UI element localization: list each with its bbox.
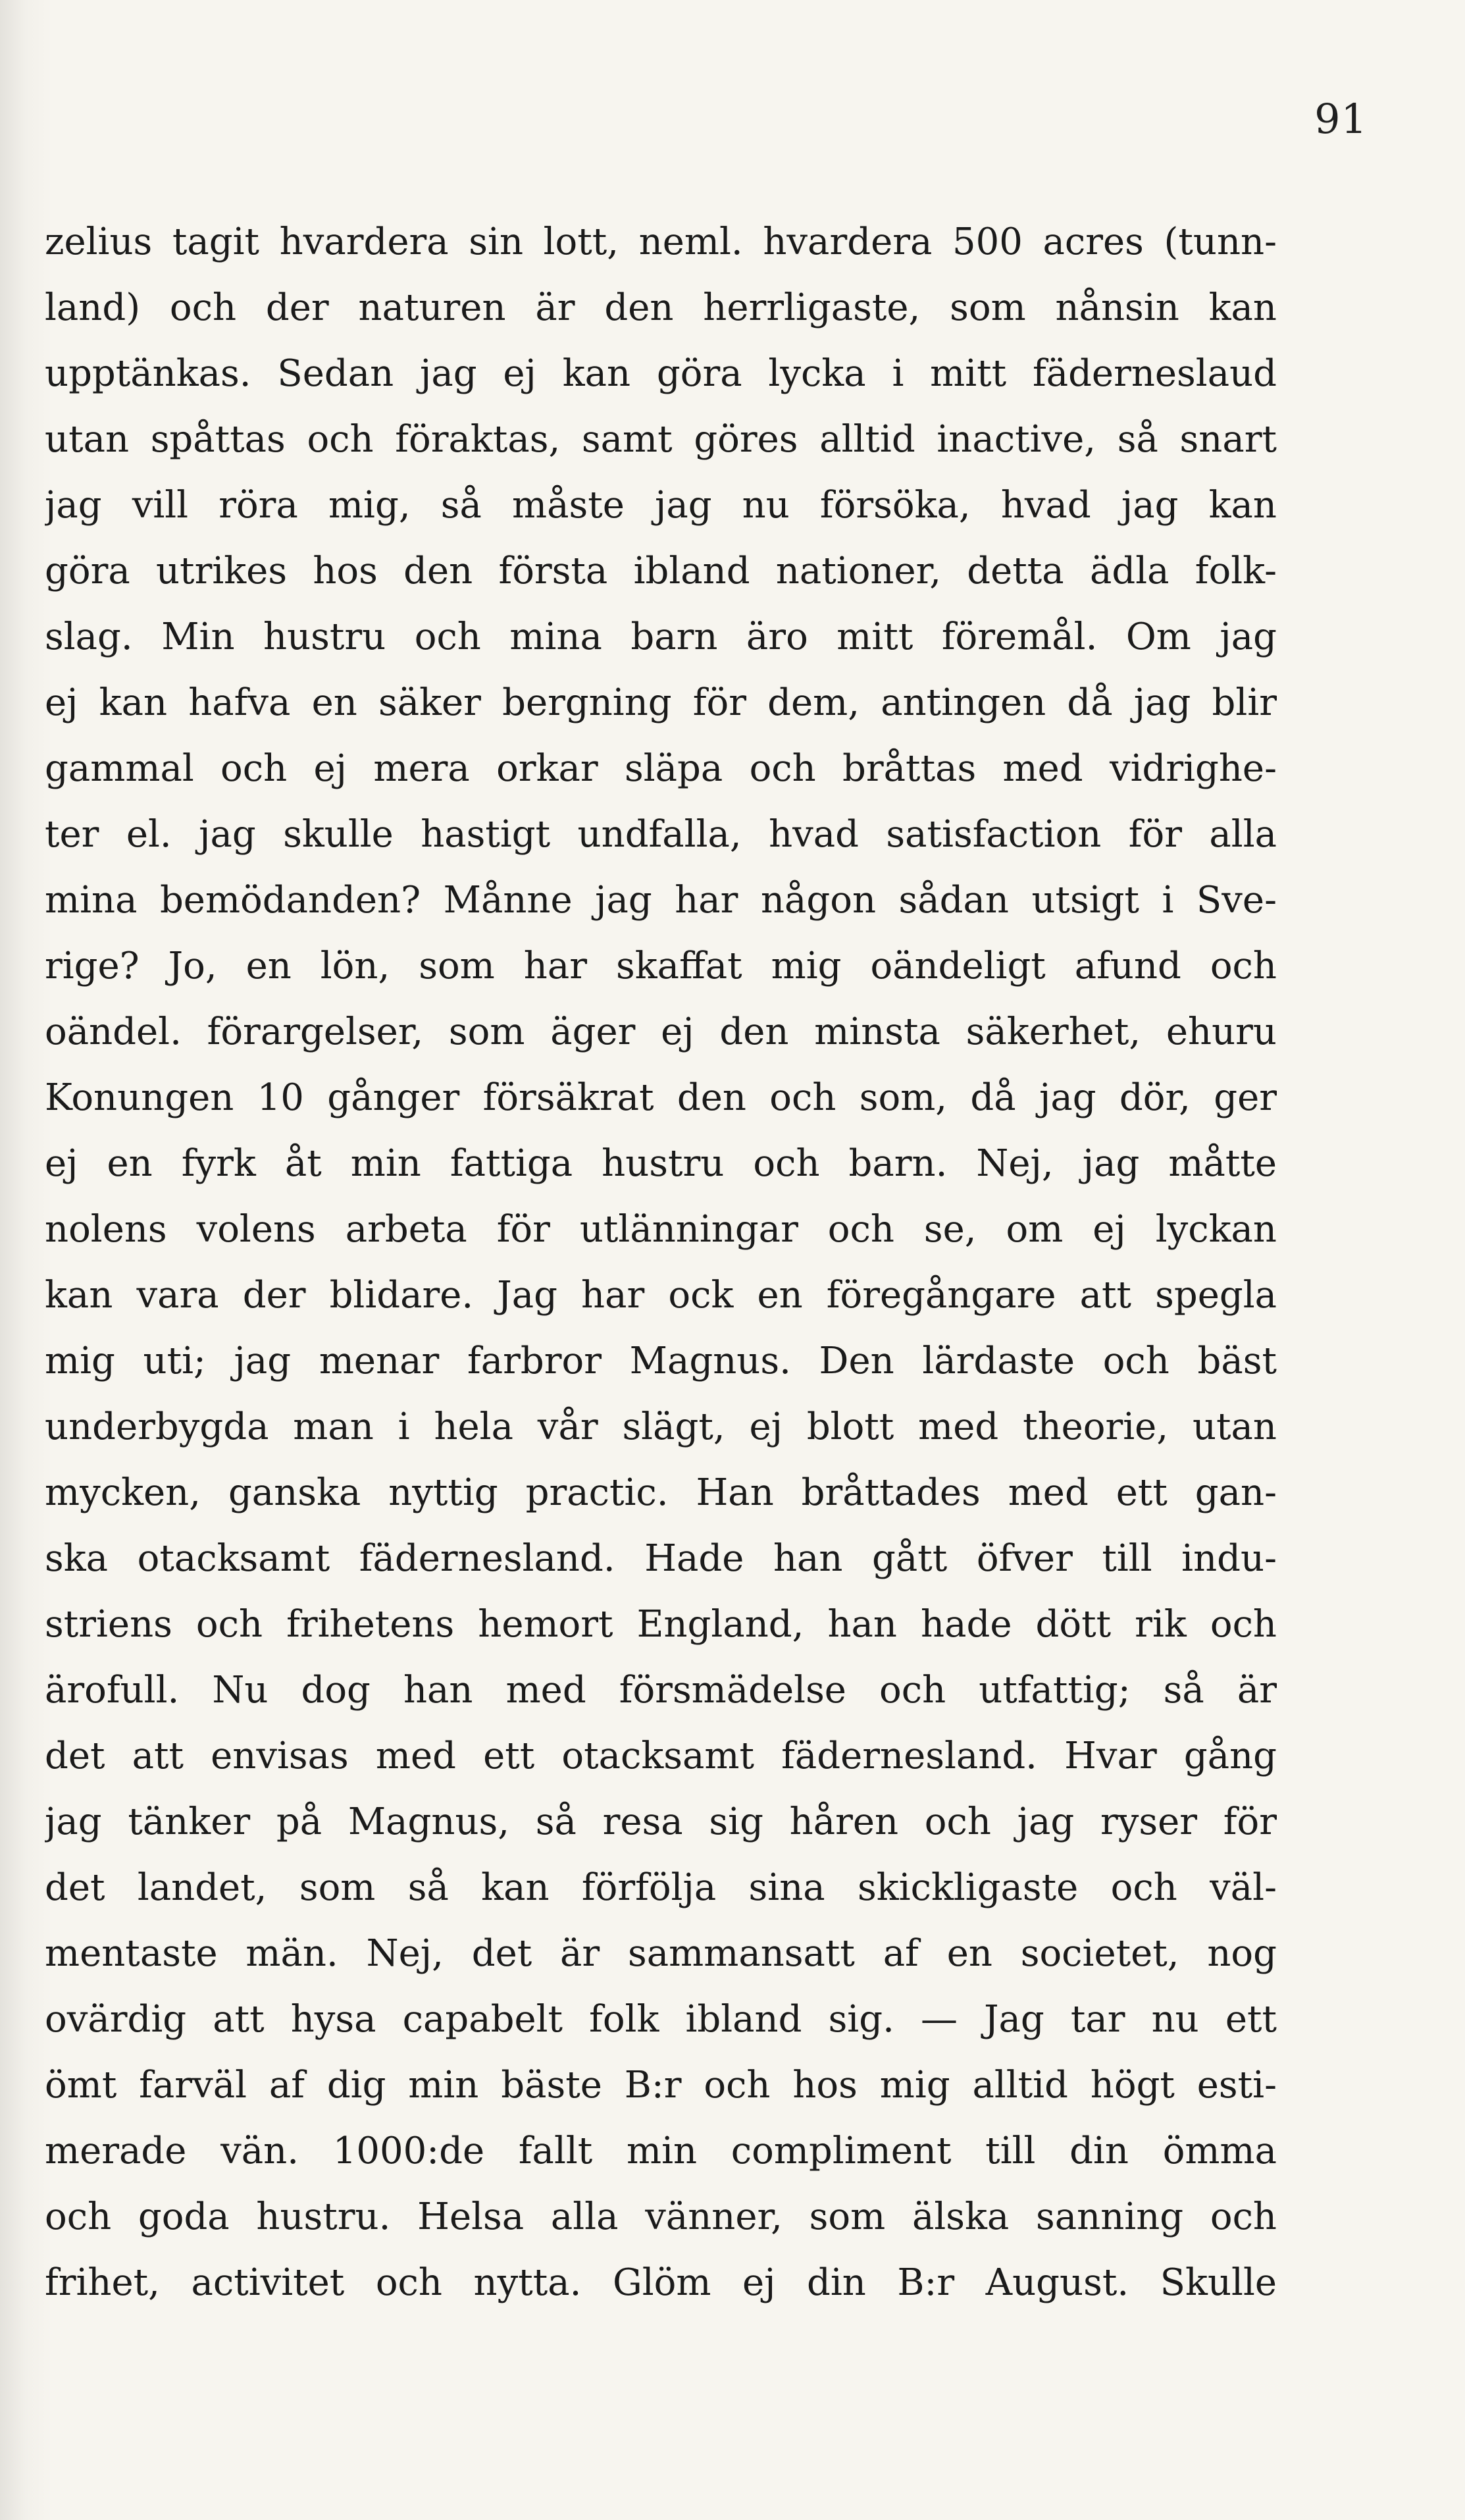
- text-line: ärofull. Nu dog han med försmädelse och utfattig; så är: [45, 1669, 1277, 1712]
- text-line: frihet, activitet och nytta. Glöm ej din B:r August. Skulle: [45, 2261, 1277, 2304]
- text-line: ej en fyrk åt min fattiga hustru och barn. Nej, jag måtte: [45, 1142, 1277, 1185]
- text-line: kan vara der blidare. Jag har ock en föregångare att spegla: [45, 1274, 1277, 1317]
- text-line: slag. Min hustru och mina barn äro mitt föremål. Om jag: [45, 616, 1277, 658]
- text-line: mig uti; jag menar farbror Magnus. Den lärdaste och bäst: [45, 1340, 1277, 1382]
- text-line: det landet, som så kan förfölja sina skickligaste och väl-: [45, 1866, 1277, 1909]
- text-line: och goda hustru. Helsa alla vänner, som älska sanning och: [45, 2195, 1277, 2238]
- text-line: Konungen 10 gånger försäkrat den och som, då jag dör, ger: [45, 1076, 1277, 1119]
- text-line: zelius tagit hvardera sin lott, neml. hvardera 500 acres (tunn-: [45, 221, 1277, 263]
- page-number: 91: [1314, 95, 1368, 143]
- text-line: striens och frihetens hemort England, han hade dött rik och: [45, 1603, 1277, 1646]
- text-line: gammal och ej mera orkar släpa och bråttas med vidrighe-: [45, 747, 1277, 790]
- text-line: ter el. jag skulle hastigt undfalla, hvad satisfaction för alla: [45, 813, 1277, 856]
- text-line: mina bemödanden? Månne jag har någon sådan utsigt i Sve-: [45, 879, 1277, 922]
- text-line: ovärdig att hysa capabelt folk ibland sig. — Jag tar nu ett: [45, 1998, 1277, 2041]
- text-line: ska otacksamt fädernesland. Hade han gått öfver till indu-: [45, 1537, 1277, 1580]
- text-line: det att envisas med ett otacksamt fädernesland. Hvar gång: [45, 1735, 1277, 1777]
- text-line: jag vill röra mig, så måste jag nu försöka, hvad jag kan: [45, 484, 1277, 527]
- text-line: ömt farväl af dig min bäste B:r och hos mig alltid högt esti-: [45, 2064, 1277, 2107]
- text-line: jag tänker på Magnus, så resa sig håren och jag ryser för: [45, 1800, 1277, 1843]
- text-line: utan spåttas och föraktas, samt göres alltid inactive, så snart: [45, 418, 1277, 461]
- text-line: land) och der naturen är den herrligaste, som nånsin kan: [45, 286, 1277, 329]
- text-line: göra utrikes hos den första ibland nationer, detta ädla folk-: [45, 550, 1277, 592]
- text-line: merade vän. 1000:de fallt min compliment till din ömma: [45, 2130, 1277, 2172]
- text-line: oändel. förargelser, som äger ej den minsta säkerhet, ehuru: [45, 1011, 1277, 1053]
- text-line: nolens volens arbeta för utlänningar och se, om ej lyckan: [45, 1208, 1277, 1251]
- text-line: mentaste män. Nej, det är sammansatt af en societet, nog: [45, 1932, 1277, 1975]
- text-line: ej kan hafva en säker bergning för dem, antingen då jag blir: [45, 681, 1277, 724]
- text-line: rige? Jo, en lön, som har skaffat mig oändeligt afund och: [45, 945, 1277, 987]
- text-line: mycken, ganska nyttig practic. Han bråttades med ett gan-: [45, 1471, 1277, 1514]
- text-line: upptänkas. Sedan jag ej kan göra lycka i mitt fäderneslaud: [45, 352, 1277, 395]
- body-text: [45, 209, 1277, 2316]
- text-line: underbygda man i hela vår slägt, ej blott med theorie, utan: [45, 1405, 1277, 1448]
